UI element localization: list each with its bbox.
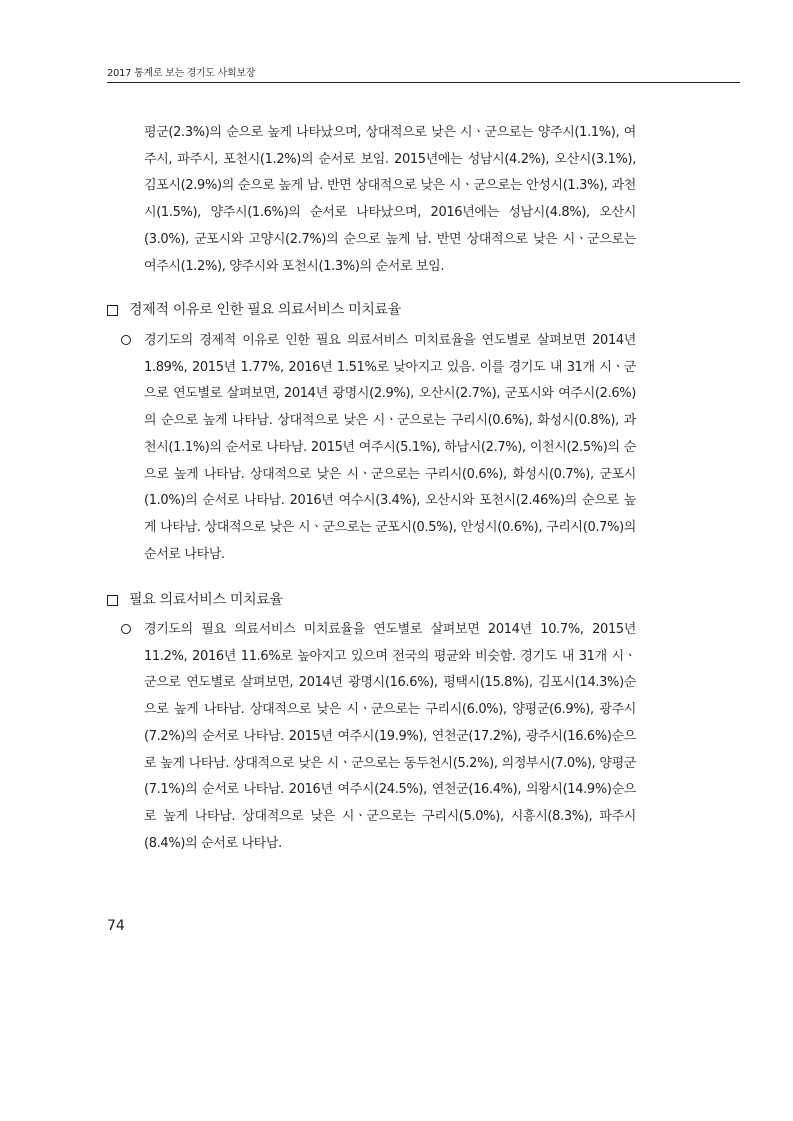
bullet-text: 경기도의 경제적 이유로 인한 필요 의료서비스 미치료율을 연도별로 살펴보면 2014년 1.89%, 2015년 1.77%, 2016년 1.51%로 낮아지고 있음. 이를 경기도 내 31개 시ㆍ군으로 연도별로 살펴보면, 2014년 광명시(2.9%), 오산시(2.7%), 군포시와 여주시(2.6%)의 순으로 높게 나타남. 상대적으로 낮은 시ㆍ군으로는 구리시(0.6%), 화성시(0.8%), 과천시(1.1%)의 순서로 나타남. 2015년 여주시(5.1%), 하남시(2.7%), 이천시(2.5%)의 순으로 높게 나타남. 상대적으로 낮은 시ㆍ군으로는 구리시(0.6%), 화성시(0.7%), 군포시(1.0%)의 순서로 나타남. 2016년 여수시(3.4%), 오산시와 포천시(2.46%)의 순으로 높게 나타남. 상대적으로 낮은 시ㆍ군으로는 군포시(0.5%), 안성시(0.6%), 구리시(0.7%)의 순서로 나타남. <box>144 333 636 562</box>
bullet-text: 경기도의 필요 의료서비스 미치료율을 연도별로 살펴보면 2014년 10.7%, 2015년 11.2%, 2016년 11.6%로 높아지고 있으며 전국의 평균와 비슷함. 경기도 내 31개 시ㆍ군으로 연도별로 살펴보면, 2014년 광명시(16.6%), 평택시(15.8%), 김포시(14.3%)순으로 높게 나타남. 상대적으로 낮은 시ㆍ군으로는 구리시(6.0%), 양평군(6.9%), 광주시(7.2%)의 순서로 나타남. 2015년 여주시(19.9%), 연천군(17.2%), 광주시(16.6%)순으로 높게 나타남. 상대적으로 낮은 시ㆍ군으로는 동두천시(5.2%), 의정부시(7.0%), 양평군(7.1%)의 순서로 나타남. 2016년 여주시(24.5%), 연천군(16.4%), 의왕시(14.9%)순으로 높게 나타남. 상대적으로 낮은 시ㆍ군으로는 구리시(5.0%), 시흥시(8.3%), 파주시(8.4%)의 순서로 나타남. <box>144 622 636 851</box>
header-rule <box>107 82 740 83</box>
section-heading-unmet-care <box>107 590 283 610</box>
bullet-item-economic-unmet-care <box>121 328 636 568</box>
section-heading-label: 필요 의료서비스 미치료율 <box>129 592 283 608</box>
square-bullet-icon <box>107 305 118 316</box>
running-header-title: 2017 통계로 보는 경기도 사회보장 <box>107 68 256 79</box>
section-heading-label: 경제적 이유로 인한 필요 의료서비스 미치료율 <box>129 302 402 318</box>
bullet-item-unmet-care <box>121 617 636 857</box>
circle-bullet-icon <box>121 335 131 345</box>
continued-paragraph: 평군(2.3%)의 순으로 높게 나타났으며, 상대적으로 낮은 시ㆍ군으로는 양주시(1.1%), 여주시, 파주시, 포천시(1.2%)의 순서로 보임. 2015년에는 성남시(4.2%), 오산시(3.1%), 김포시(2.9%)의 순으로 높게 남. 반면 상대적으로 낮은 시ㆍ군으로는 안성시(1.3%), 과천시(1.5%), 양주시(1.6%)의 순서로 나타났으며, 2016년에는 성남시(4.8%), 오산시(3.0%), 군포시와 고양시(2.7%)의 순으로 높게 남. 반면 상대적으로 낮은 시ㆍ군으로는 여주시(1.2%), 양주시와 포천시(1.3%)의 순서로 보임. <box>144 125 636 274</box>
square-bullet-icon <box>107 595 118 606</box>
section-heading-economic-unmet-care <box>107 300 401 320</box>
circle-bullet-icon <box>121 624 131 634</box>
page-number: 74 <box>107 918 125 934</box>
